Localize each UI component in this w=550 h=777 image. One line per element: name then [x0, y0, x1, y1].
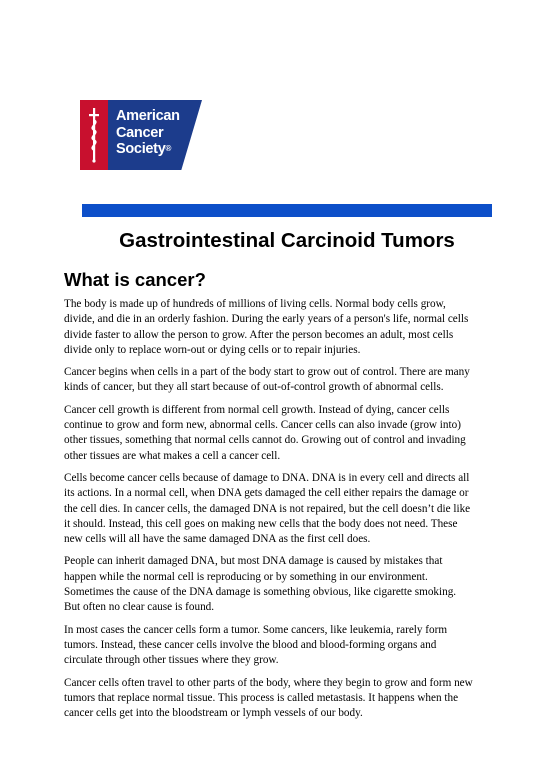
logo-line-1: American — [116, 108, 180, 124]
logo-line-3-text: Society — [116, 141, 166, 157]
paragraph: Cancer cells often travel to other parts of the body, where they begin to grow and form new tumors that replace normal tissue. This process is called metastasis. It happens when the cancer cells get into the bloodstream or lymph vessels of our body. — [64, 676, 473, 720]
logo-red-panel — [80, 100, 108, 170]
logo-line-3 — [116, 141, 202, 158]
paragraph: Cancer cell growth is different from normal cell growth. Instead of dying, cancer cells continue to grow and form new, abnormal cells. Cancer cells can also invade (grow into) other tissues, something that normal cells cannot do. Growing out of control and invading other tissues are what makes a cell a cancer cell. — [64, 403, 466, 462]
sword-serpent-icon — [86, 106, 102, 164]
accent-bar — [82, 204, 492, 217]
document-title: Gastrointestinal Carcinoid Tumors — [119, 229, 455, 252]
paragraph: In most cases the cancer cells form a tumor. Some cancers, like leukemia, rarely form tumors. Instead, these cancer cells involve the blood and blood-forming organs and circulate through other tissues where they grow. — [64, 623, 448, 667]
paragraph: The body is made up of hundreds of millions of living cells. Normal body cells grow, divide, and die in an orderly fashion. During the early years of a person's life, normal cells divide faster to allow the person to grow. After the person becomes an adult, most cells divide only to replace worn-out or dying cells or to repair injuries. — [64, 298, 469, 356]
body-text — [64, 297, 474, 728]
section-heading: What is cancer? — [64, 269, 206, 290]
paragraph: Cells become cancer cells because of damage to DNA. DNA is in every cell and directs all its actions. In a normal cell, when DNA gets damaged the cell either repairs the damage or the cell dies. In cancer cells, the damaged DNA is not repaired, but the cell doesn’t die like it should. Instead, this cell goes on making new cells that the body does not need. These new cells will all have the same damaged DNA as the first cell does. — [64, 471, 471, 546]
registered-mark: ® — [165, 144, 172, 153]
paragraph: Cancer begins when cells in a part of the body start to grow out of control. There are many kinds of cancer, but they all start because of out-of-control growth of abnormal cells. — [64, 366, 470, 394]
american-cancer-society-logo — [80, 100, 202, 170]
paragraph: People can inherit damaged DNA, but most DNA damage is caused by mistakes that happen while the normal cell is reproducing or by something in our environment. Sometimes the cause of the DNA damage is something obvious, like cigarette smoking. But often no clear cause is found. — [64, 555, 457, 614]
logo-wordmark — [116, 108, 202, 158]
logo-line-2: Cancer — [116, 124, 164, 141]
